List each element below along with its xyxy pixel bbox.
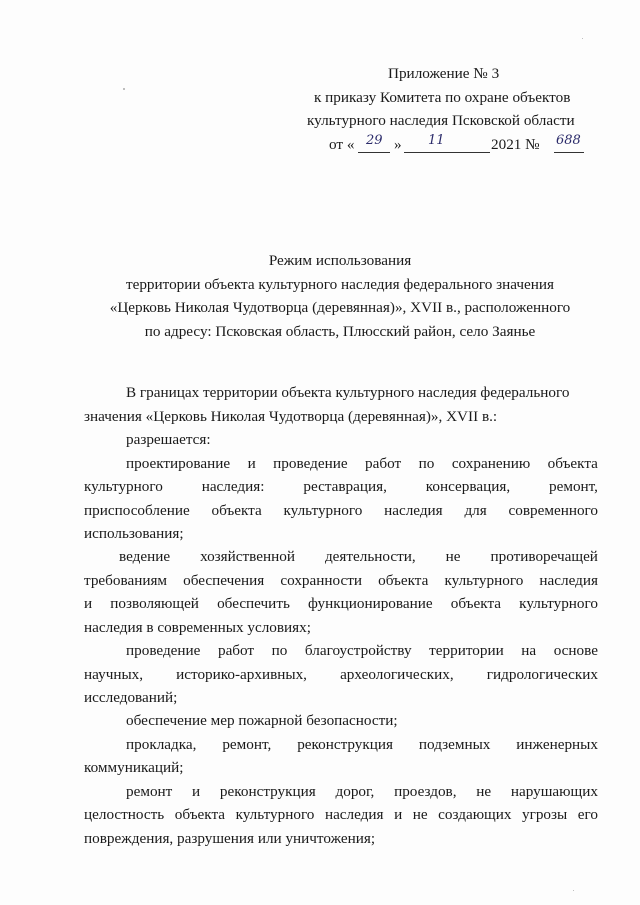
order-number-handwritten: 688 [556, 133, 581, 148]
item-roads-line-3: повреждения, разрушения или уничтожения; [84, 830, 376, 847]
date-prefix: от « [329, 136, 355, 153]
item-economic-line-2: требованиям обеспечения сохранности объекта культурного наследия [84, 572, 598, 589]
item-landscaping-line-2: научных, историко-архивных, археологических, гидрологических [84, 666, 598, 683]
scan-speck [123, 88, 125, 90]
permitted-heading: разрешается: [126, 431, 211, 448]
item-design-line-2: культурного наследия: реставрация, консервация, ремонт, [84, 478, 598, 495]
item-design-line-1: проектирование и проведение работ по сохранению объекта [126, 455, 598, 472]
item-landscaping-line-3: исследований; [84, 689, 178, 706]
item-fire-safety: обеспечение мер пожарной безопасности; [126, 712, 398, 729]
item-roads-line-1: ремонт и реконструкция дорог, проездов, не нарушающих [126, 783, 598, 800]
title-line-3: «Церковь Николая Чудотворца (деревянная)», XVII в., расположенного [109, 299, 571, 316]
date-month-underline [404, 152, 490, 153]
item-roads-line-2: целостность объекта культурного наследия и не создающих угрозы его [84, 806, 598, 823]
item-economic-line-3: и позволяющей обеспечить функционирование объекта культурного [84, 595, 598, 612]
appendix-order-ref: к приказу Комитета по охране объектов [314, 89, 571, 106]
scan-speck [573, 890, 574, 891]
scan-speck [582, 38, 583, 39]
item-design-line-3: приспособление объекта культурного наследия для современного [84, 502, 598, 519]
item-economic-line-4: наследия в современных условиях; [84, 619, 311, 636]
title-line-2: территории объекта культурного наследия федерального значения [125, 276, 555, 293]
item-utilities-line-2: коммуникаций; [84, 759, 184, 776]
title-line-4: по адресу: Псковская область, Плюсский район, село Заянье [144, 323, 536, 340]
item-economic-line-1: ведение хозяйственной деятельности, не противоречащей [119, 548, 598, 565]
order-number-underline [554, 152, 584, 153]
date-mid: » [394, 136, 402, 153]
paragraph-intro-line-2: значения «Церковь Николая Чудотворца (деревянная)», XVII в.: [84, 408, 498, 425]
item-landscaping-line-1: проведение работ по благоустройству территории на основе [126, 642, 598, 659]
date-day-handwritten: 29 [366, 133, 383, 148]
appendix-committee: культурного наследия Псковской области [307, 112, 575, 129]
title-line-1: Режим использования [268, 252, 412, 269]
item-design-line-4: использования; [84, 525, 184, 542]
paragraph-intro-line-1: В границах территории объекта культурного наследия федерального [126, 384, 570, 401]
appendix-number: Приложение № 3 [388, 65, 500, 82]
date-year: 2021 № [491, 136, 540, 153]
date-day-underline [358, 152, 390, 153]
item-utilities-line-1: прокладка, ремонт, реконструкция подземных инженерных [126, 736, 598, 753]
date-month-handwritten: 11 [428, 133, 445, 148]
